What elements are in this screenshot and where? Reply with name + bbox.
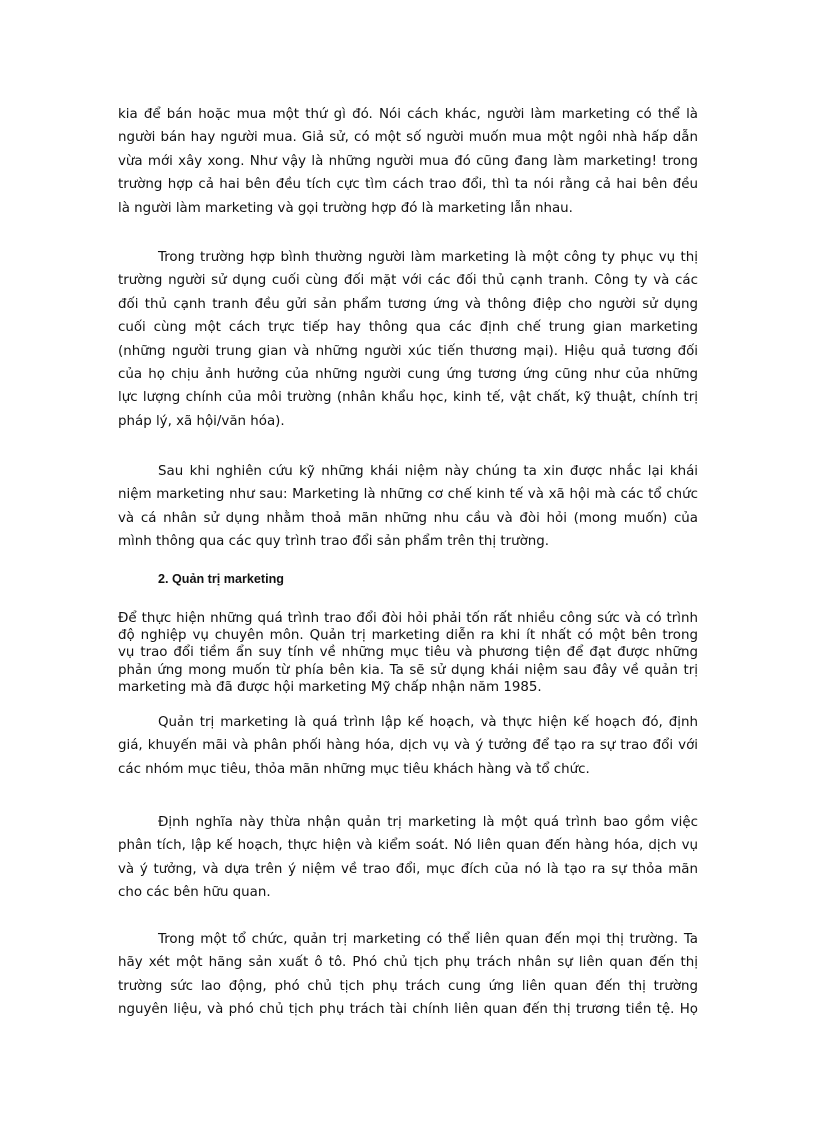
text-line: pháp lý, xã hội/văn hóa). bbox=[118, 413, 285, 429]
text-line: mình thông qua các quy trình trao đổi sản phẩm trên thị trường. bbox=[118, 534, 550, 550]
paragraph-management-intro bbox=[118, 610, 698, 696]
text-line: Định nghĩa này thừa nhận quản trị marketing là một quá trình bao gồm việc bbox=[158, 815, 698, 830]
text-line: các nhóm mục tiêu, thỏa mãn những mục tiêu khách hàng và tổ chức. bbox=[118, 761, 590, 777]
text-line: Trong trường hợp bình thường người làm marketing là một công ty phục vụ thị bbox=[158, 250, 698, 265]
paragraph-organization-markets bbox=[118, 928, 698, 1022]
text-line: nguyên liệu, và phó chủ tịch phụ trách tài chính liên quan đến thị trương tiền tệ. Họ bbox=[118, 1002, 698, 1018]
text-line: đối thủ cạnh tranh đều gửi sản phẩm tương ứng và thông điệp cho người sử dụng bbox=[118, 296, 698, 312]
text-line: là người làm marketing và gọi trường hợp đó là marketing lẫn nhau. bbox=[118, 200, 573, 216]
text-line: kia để bán hoặc mua một thứ gì đó. Nói cách khác, người làm marketing có thể là bbox=[118, 107, 698, 122]
paragraph-marketing-exchange bbox=[118, 103, 698, 220]
text-line: Sau khi nghiên cứu kỹ những khái niệm này chúng ta xin được nhắc lại khái bbox=[158, 464, 698, 479]
paragraph-normal-case bbox=[118, 246, 698, 433]
text-line: phân tích, lập kế hoạch, thực hiện và kiểm soát. Nó liên quan đến hàng hóa, dịch vụ bbox=[118, 838, 698, 854]
text-line: lực lượng chính của môi trường (nhân khẩu học, kinh tế, vật chất, kỹ thuật, chính trị bbox=[118, 390, 698, 406]
text-line: marketing mà đã được hội marketing Mỹ chấp nhận năm 1985. bbox=[118, 679, 542, 695]
text-line: trường sức lao động, phó chủ tịch phụ trách cung ứng liên quan đến thị trường bbox=[118, 978, 698, 994]
text-line: vụ trao đổi tiềm ẩn suy tính về những mục tiêu và phương tiện để đạt được những bbox=[118, 645, 698, 661]
text-line: Trong một tổ chức, quản trị marketing có thể liên quan đến mọi thị trường. Ta bbox=[158, 932, 698, 947]
section-heading: 2. Quản trị marketing bbox=[158, 572, 284, 586]
paragraph-definition-recap bbox=[118, 460, 698, 554]
text-line: của họ chịu ảnh hưởng của những người cung ứng tương ứng cũng như của những bbox=[118, 367, 698, 383]
text-line: cuối cùng một cách trực tiếp hay thông qua các định chế trung gian marketing bbox=[118, 320, 698, 336]
text-line: (những người trung gian và những người xúc tiến thương mại). Hiệu quả tương đối bbox=[118, 343, 698, 359]
text-line: Để thực hiện những quá trình trao đổi đòi hỏi phải tốn rất nhiều công sức và có trình bbox=[118, 611, 698, 626]
text-line: hãy xét một hãng sản xuất ô tô. Phó chủ tịch phụ trách nhân sự liên quan đến thị bbox=[118, 955, 698, 971]
text-line: vừa mới xây xong. Như vậy là những người mua đó cũng đang làm marketing! trong bbox=[118, 153, 698, 169]
text-line: phản ứng mong muốn từ phía bên kia. Ta sẽ sử dụng khái niệm sau đây về quản trị bbox=[118, 662, 698, 678]
text-line: trường người sử dụng cuối cùng đối mặt với các đối thủ cạnh tranh. Công ty và các bbox=[118, 273, 698, 289]
text-line: Quản trị marketing là quá trình lập kế hoạch, và thực hiện kế hoạch đó, định bbox=[158, 715, 698, 730]
text-line: và ý tưởng, và dựa trên ý niệm về trao đổi, mục đích của nó là tạo ra sự thỏa mãn bbox=[118, 861, 698, 877]
text-line: và cá nhân sử dụng nhằm thoả mãn những nhu cầu và đòi hỏi (mong muốn) của bbox=[118, 510, 698, 526]
text-line: cho các bên hữu quan. bbox=[118, 885, 271, 901]
text-line: độ nghiệp vụ chuyên môn. Quản trị marketing diễn ra khi ít nhất có một bên trong bbox=[118, 628, 698, 644]
paragraph-definition-analysis bbox=[118, 811, 698, 905]
text-line: trường hợp cả hai bên đều tích cực tìm cách trao đổi, thì ta nói rằng cả hai bên đều bbox=[118, 177, 698, 193]
text-line: người bán hay người mua. Giả sử, có một số người muốn mua một ngôi nhà hấp dẫn bbox=[118, 130, 698, 146]
paragraph-management-definition bbox=[118, 711, 698, 781]
text-line: giá, khuyến mãi và phân phối hàng hóa, dịch vụ và ý tưởng để tạo ra sự trao đổi với bbox=[118, 738, 698, 754]
text-line: niệm marketing như sau: Marketing là những cơ chế kinh tế và xã hội mà các tổ chức bbox=[118, 487, 698, 503]
